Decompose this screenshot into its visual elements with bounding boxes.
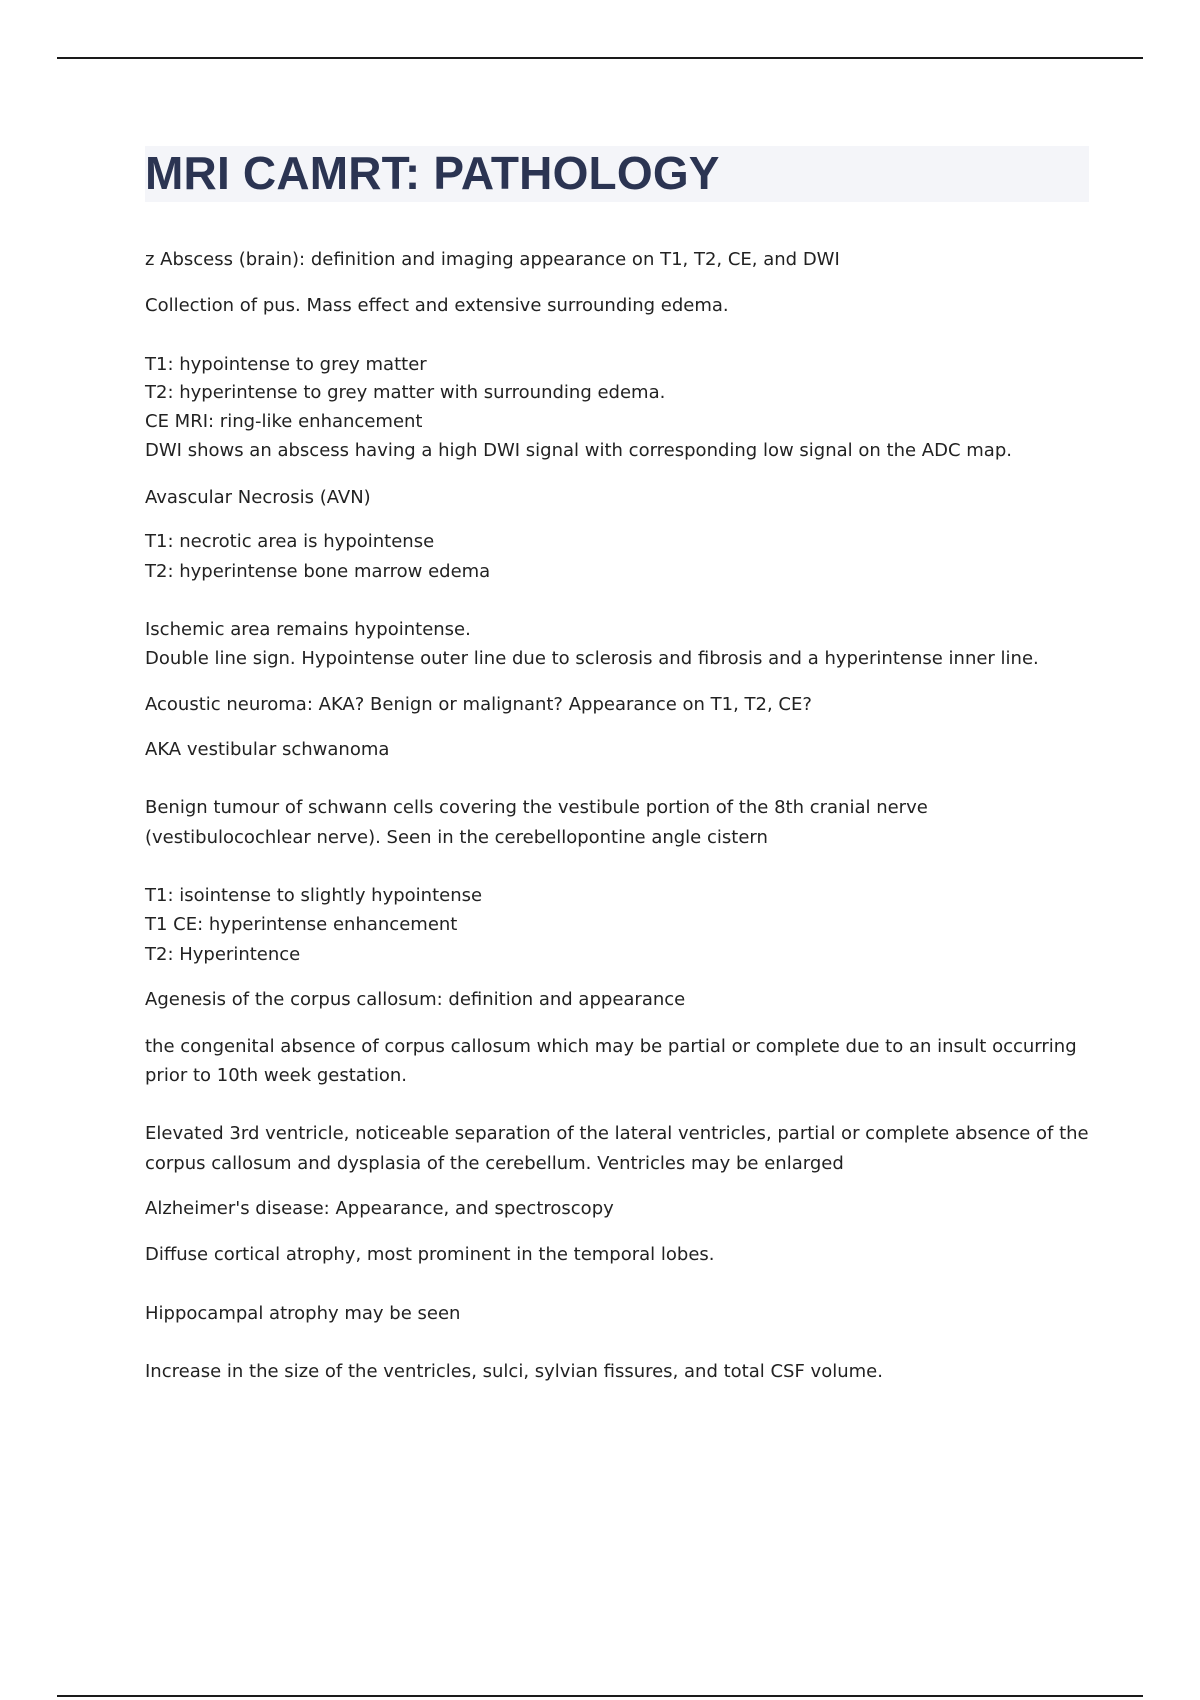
question-alzheimers: Alzheimer's disease: Appearance, and spectroscopy — [145, 1198, 614, 1219]
answer-line: Hippocampal atrophy may be seen — [145, 1303, 461, 1324]
answer-line: Elevated 3rd ventricle, noticeable separation of the lateral ventricles, partial or complete absence of the — [145, 1123, 1089, 1144]
answer-line: T2: hyperintense to grey matter with surrounding edema. — [145, 382, 666, 403]
answer-line: T1 CE: hyperintense enhancement — [145, 914, 458, 935]
answer-line: (vestibulocochlear nerve). Seen in the cerebellopontine angle cistern — [145, 827, 768, 848]
answer-line: DWI shows an abscess having a high DWI signal with corresponding low signal on the ADC map. — [145, 440, 1012, 461]
answer-line: Increase in the size of the ventricles, sulci, sylvian fissures, and total CSF volume. — [145, 1361, 883, 1382]
question-abscess: z Abscess (brain): definition and imaging appearance on T1, T2, CE, and DWI — [145, 249, 840, 270]
answer-line: CE MRI: ring-like enhancement — [145, 411, 423, 432]
answer-line: prior to 10th week gestation. — [145, 1065, 408, 1086]
answer-line: T1: isointense to slightly hypointense — [145, 885, 483, 906]
answer-line: Diffuse cortical atrophy, most prominent in the temporal lobes. — [145, 1244, 715, 1265]
answer-line: T1: hypointense to grey matter — [145, 354, 427, 375]
bottom-rule — [57, 1695, 1143, 1697]
answer-line: Ischemic area remains hypointense. — [145, 619, 471, 640]
top-rule — [57, 57, 1143, 59]
page-title: MRI CAMRT: PATHOLOGY — [145, 147, 720, 199]
question-avn: Avascular Necrosis (AVN) — [145, 487, 371, 508]
answer-line: Collection of pus. Mass effect and extensive surrounding edema. — [145, 295, 729, 316]
question-acoustic-neuroma: Acoustic neuroma: AKA? Benign or malignant? Appearance on T1, T2, CE? — [145, 694, 812, 715]
question-agenesis-corpus-callosum: Agenesis of the corpus callosum: definition and appearance — [145, 989, 686, 1010]
answer-line: T2: Hyperintence — [145, 944, 301, 965]
answer-line: T1: necrotic area is hypointense — [145, 531, 435, 552]
answer-line: T2: hyperintense bone marrow edema — [145, 561, 491, 582]
answer-line: the congenital absence of corpus callosum which may be partial or complete due to an insult occurring — [145, 1036, 1077, 1057]
answer-line: Benign tumour of schwann cells covering the vestibule portion of the 8th cranial nerve — [145, 797, 928, 818]
answer-line: corpus callosum and dysplasia of the cerebellum. Ventricles may be enlarged — [145, 1153, 844, 1174]
answer-line: Double line sign. Hypointense outer line due to sclerosis and fibrosis and a hyperintense inner line. — [145, 648, 1039, 669]
answer-line: AKA vestibular schwanoma — [145, 739, 390, 760]
